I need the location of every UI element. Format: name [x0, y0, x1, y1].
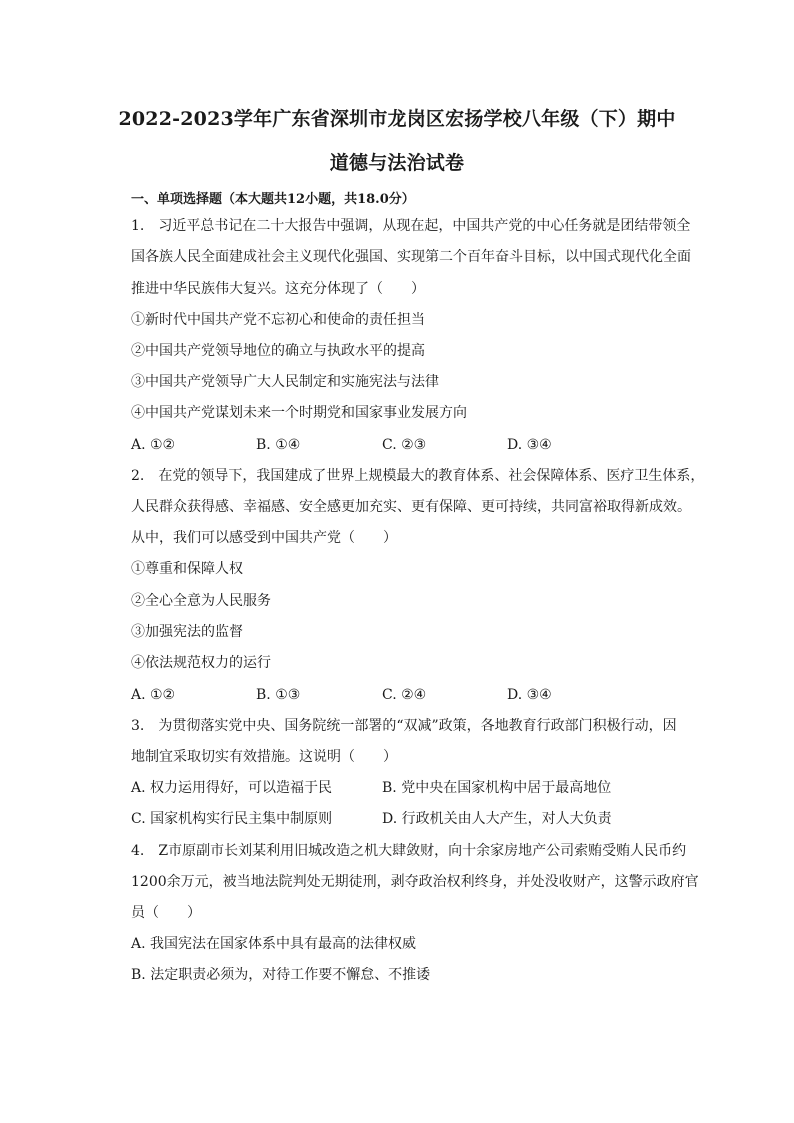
question-1-item-2: ②中国共产党领导地位的确立与执政水平的提高	[131, 343, 425, 359]
question-4-stem-line-2: 1200余万元，被当地法院判处无期徒刑，剥夺政治权利终身，并处没收财产，这警示政府官	[131, 874, 699, 890]
question-4-option-a[interactable]: A. 我国宪法在国家体系中具有最高的法律权威	[131, 936, 417, 952]
question-2-item-2: ②全心全意为人民服务	[131, 593, 271, 609]
question-3-option-d[interactable]: D. 行政机关由人大产生，对人大负责	[382, 811, 612, 827]
question-2-item-3: ③加强宪法的监督	[131, 624, 243, 640]
question-1-item-1: ①新时代中国共产党不忘初心和使命的责任担当	[131, 312, 425, 328]
question-3-option-c[interactable]: C. 国家机构实行民主集中制原则	[131, 811, 333, 827]
question-2-option-d[interactable]: D. ③④	[507, 687, 552, 703]
question-3-option-b[interactable]: B. 党中央在国家机构中居于最高地位	[382, 780, 612, 796]
question-1-item-4: ④中国共产党谋划未来一个时期党和国家事业发展方向	[131, 405, 467, 421]
question-1-stem-line-2: 国各族人民全面建成社会主义现代化强国、实现第二个百年奋斗目标，以中国式现代化全面	[131, 249, 691, 265]
question-2-stem-line-2: 人民群众获得感、幸福感、安全感更加充实、更有保障、更可持续，共同富裕取得新成效。	[131, 499, 691, 515]
question-1-option-d[interactable]: D. ③④	[507, 437, 552, 453]
question-2-option-b[interactable]: B. ①③	[256, 687, 301, 703]
section-heading: 一、单项选择题（本大题共12小题，共18.0分）	[131, 192, 415, 207]
question-2-item-4: ④依法规范权力的运行	[131, 655, 271, 671]
question-4-stem-line-3: 员（ ）	[131, 905, 201, 921]
exam-title-line-1: 2022-2023学年广东省深圳市龙岗区宏扬学校八年级（下）期中	[118, 108, 676, 130]
exam-title-line-2: 道德与法治试卷	[329, 152, 465, 174]
question-3-stem-line-1: 3. 为贯彻落实党中央、国务院统一部署的“双减”政策，各地教育行政部门积极行动，因	[131, 718, 677, 734]
question-1-item-3: ③中国共产党领导广大人民制定和实施宪法与法律	[131, 374, 439, 390]
question-3-stem-line-2: 地制宜采取切实有效措施。这说明（ ）	[131, 749, 397, 765]
question-1-option-b[interactable]: B. ①④	[256, 437, 301, 453]
question-2-stem-line-1: 2. 在党的领导下，我国建成了世界上规模最大的教育体系、社会保障体系、医疗卫生体系，	[131, 468, 705, 484]
question-2-option-a[interactable]: A. ①②	[131, 687, 176, 703]
question-2-stem-line-3: 从中，我们可以感受到中国共产党（ ）	[131, 530, 397, 546]
question-1-stem-line-1: 1. 习近平总书记在二十大报告中强调，从现在起，中国共产党的中心任务就是团结带领全	[131, 218, 691, 234]
question-4-option-b[interactable]: B. 法定职责必须为，对待工作要不懈怠、不推诿	[131, 967, 431, 983]
question-1-stem-line-3: 推进中华民族伟大复兴。这充分体现了（ ）	[131, 281, 425, 297]
question-1-option-a[interactable]: A. ①②	[131, 437, 176, 453]
question-1-option-c[interactable]: C. ②③	[382, 437, 427, 453]
question-2-item-1: ①尊重和保障人权	[131, 561, 243, 577]
question-4-stem-line-1: 4. Z市原副市长刘某利用旧城改造之机大肆敛财，向十余家房地产公司索贿受贿人民币约	[131, 843, 687, 859]
question-2-option-c[interactable]: C. ②④	[382, 687, 427, 703]
question-3-option-a[interactable]: A. 权力运用得好，可以造福于民	[131, 780, 333, 796]
